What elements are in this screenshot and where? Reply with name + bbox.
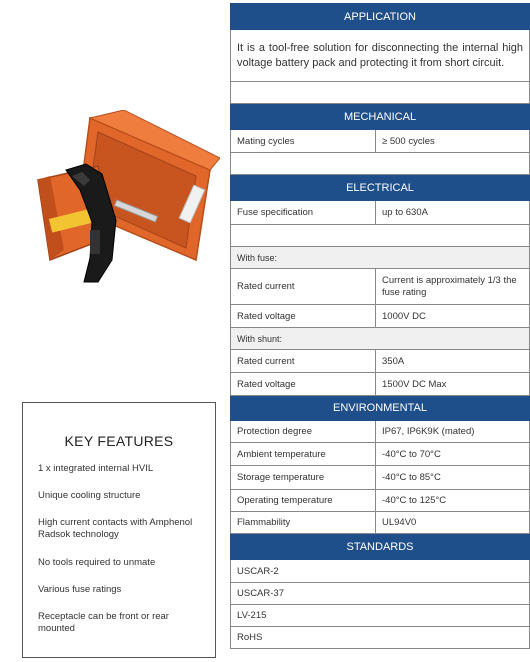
spec-value: -40°C to 70°C bbox=[376, 443, 530, 466]
spec-label: Rated voltage bbox=[231, 305, 376, 328]
application-text: It is a tool-free solution for disconnecting the internal high voltage battery pack and protecting it from short circuit. bbox=[231, 30, 530, 82]
spec-label: Mating cycles bbox=[231, 130, 376, 153]
spacer-row bbox=[231, 82, 530, 104]
spec-row bbox=[231, 512, 530, 534]
standard-row bbox=[231, 583, 530, 605]
standard-item: RoHS bbox=[231, 627, 530, 649]
spec-label: Rated current bbox=[231, 350, 376, 373]
section-header-standards bbox=[231, 534, 530, 560]
spec-value: up to 630A bbox=[376, 201, 530, 225]
electrical-header: ELECTRICAL bbox=[231, 175, 530, 201]
spec-value: 1000V DC bbox=[376, 305, 530, 328]
standard-row bbox=[231, 560, 530, 583]
spec-value: Current is approximately 1/3 the fuse rating bbox=[376, 269, 530, 305]
key-features-title: KEY FEATURES bbox=[64, 433, 174, 449]
spec-value: UL94V0 bbox=[376, 512, 530, 534]
environmental-header: ENVIRONMENTAL bbox=[231, 396, 530, 421]
key-features-list bbox=[23, 463, 215, 635]
section-header-mechanical bbox=[231, 104, 530, 130]
spacer-row bbox=[231, 225, 530, 247]
spec-row bbox=[231, 490, 530, 512]
standard-item: LV-215 bbox=[231, 605, 530, 627]
spacer-row bbox=[231, 153, 530, 175]
standards-header: STANDARDS bbox=[231, 534, 530, 560]
standard-item: USCAR-2 bbox=[231, 560, 530, 583]
subsection-row bbox=[231, 247, 530, 269]
with-fuse-label: With fuse: bbox=[231, 247, 530, 269]
spec-row bbox=[231, 201, 530, 225]
standard-row bbox=[231, 627, 530, 649]
feature-item: Various fuse ratings bbox=[38, 584, 122, 595]
feature-item: No tools required to unmate bbox=[38, 557, 156, 568]
spec-row bbox=[231, 466, 530, 490]
spec-label: Rated voltage bbox=[231, 373, 376, 396]
feature-item: Unique cooling structure bbox=[38, 490, 141, 501]
standard-item: USCAR-37 bbox=[231, 583, 530, 605]
spec-value: 350A bbox=[376, 350, 530, 373]
spec-label: Operating temperature bbox=[231, 490, 376, 512]
application-header: APPLICATION bbox=[231, 4, 530, 30]
connector-illustration bbox=[20, 110, 220, 300]
spec-value: 1500V DC Max bbox=[376, 373, 530, 396]
spec-value: -40°C to 125°C bbox=[376, 490, 530, 512]
spec-row bbox=[231, 130, 530, 153]
spec-row bbox=[231, 373, 530, 396]
spec-value: ≥ 500 cycles bbox=[376, 130, 530, 153]
spec-label: Flammability bbox=[231, 512, 376, 534]
section-header-electrical bbox=[231, 175, 530, 201]
spec-value: -40°C to 85°C bbox=[376, 466, 530, 490]
mechanical-header: MECHANICAL bbox=[231, 104, 530, 130]
spec-label: Storage temperature bbox=[231, 466, 376, 490]
section-header-environmental bbox=[231, 396, 530, 421]
spec-row bbox=[231, 269, 530, 305]
application-row bbox=[231, 30, 530, 82]
spec-label: Protection degree bbox=[231, 421, 376, 443]
standard-row bbox=[231, 605, 530, 627]
feature-item: 1 x integrated internal HVIL bbox=[38, 463, 154, 474]
spec-table bbox=[230, 3, 530, 649]
spec-row bbox=[231, 350, 530, 373]
spec-label: Fuse specification bbox=[231, 201, 376, 225]
subsection-row bbox=[231, 328, 530, 350]
key-features-box bbox=[22, 402, 216, 658]
with-shunt-label: With shunt: bbox=[231, 328, 530, 350]
spec-row bbox=[231, 305, 530, 328]
spec-row bbox=[231, 421, 530, 443]
section-header-application bbox=[231, 4, 530, 30]
spec-label: Ambient temperature bbox=[231, 443, 376, 466]
spec-value: IP67, IP6K9K (mated) bbox=[376, 421, 530, 443]
spec-row bbox=[231, 443, 530, 466]
feature-item: Receptacle can be front or rear mounted bbox=[38, 611, 169, 634]
product-image bbox=[20, 110, 220, 300]
feature-item: High current contacts with Amphenol Radsok technology bbox=[38, 517, 193, 540]
spec-label: Rated current bbox=[231, 269, 376, 305]
